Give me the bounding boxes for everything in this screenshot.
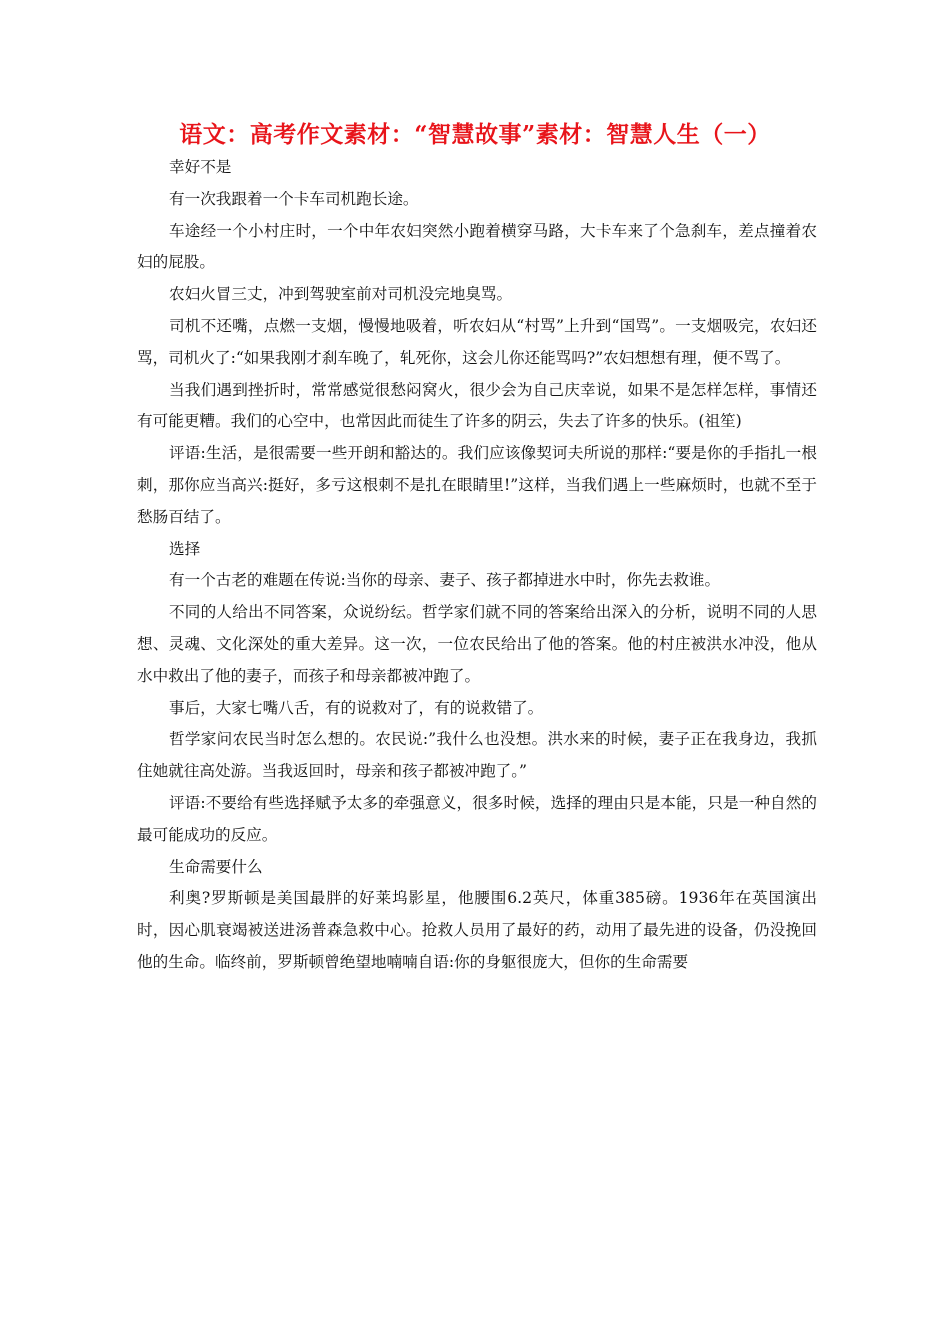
paragraph: 司机不还嘴，点燃一支烟，慢慢地吸着，听农妇从“村骂”上升到“国骂”。一支烟吸完，农妇还骂，司机火了:“如果我刚才刹车晚了，轧死你，这会儿你还能骂吗?”农妇想想有理，便不骂了。 — [137, 316, 817, 367]
document-title: 语文：高考作文素材：“智慧故事”素材：智慧人生（一） — [179, 121, 771, 148]
paragraph: 有一次我跟着一个卡车司机跑长途。 — [169, 189, 419, 208]
paragraph: 哲学家问农民当时怎么想的。农民说:”我什么也没想。洪水来的时候，妻子正在我身边，我抓住她就往高处游。当我返回时，母亲和孩子都被冲跑了。” — [137, 730, 817, 781]
paragraph: 评语:生活，是很需要一些开朗和豁达的。我们应该像契诃夫所说的那样:“要是你的手指扎一根刺，那你应当高兴:挺好，多亏这根刺不是扎在眼睛里!”这样，当我们遇上一些麻烦时，也就不至于愁肠百结了。 — [137, 444, 817, 526]
paragraph: 利奥?罗斯顿是美国最胖的好莱坞影星，他腰围6.2英尺，体重385磅。1936年在英国演出时，因心肌衰竭被送进汤普森急救中心。抢救人员用了最好的药，动用了最先进的设备，仍没挽回他的生命。临终前，罗斯顿曾绝望地喃喃自语:你的身躯很庞大，但你的生命需要 — [137, 889, 817, 971]
paragraph: 不同的人给出不同答案，众说纷纭。哲学家们就不同的答案给出深入的分析，说明不同的人思想、灵魂、文化深处的重大差异。这一次，一位农民给出了他的答案。他的村庄被洪水冲没，他从水中救出了他的妻子，而孩子和母亲都被冲跑了。 — [137, 603, 817, 685]
paragraph: 评语:不要给有些选择赋予太多的牵强意义，很多时候，选择的理由只是本能，只是一种自然的最可能成功的反应。 — [137, 793, 817, 844]
paragraph: 车途经一个小村庄时，一个中年农妇突然小跑着横穿马路，大卡车来了个急刹车，差点撞着农妇的屁股。 — [137, 221, 817, 272]
paragraph: 幸好不是 — [169, 158, 232, 176]
section-heading: 选择 — [169, 539, 201, 558]
paragraph: 事后，大家七嘴八舌，有的说救对了，有的说救错了。 — [169, 698, 544, 717]
paragraph: 当我们遇到挫折时，常常感觉很愁闷窝火，很少会为自己庆幸说，如果不是怎样怎样，事情还有可能更糟。我们的心空中，也常因此而徒生了许多的阴云，失去了许多的快乐。(祖笙) — [137, 380, 817, 431]
paragraph: 农妇火冒三丈，冲到驾驶室前对司机没完地臭骂。 — [169, 285, 513, 304]
paragraph: 有一个古老的难题在传说:当你的母亲、妻子、孩子都掉进水中时，你先去救谁。 — [169, 571, 721, 590]
document-body — [137, 152, 817, 979]
section-heading: 生命需要什么 — [169, 857, 263, 876]
